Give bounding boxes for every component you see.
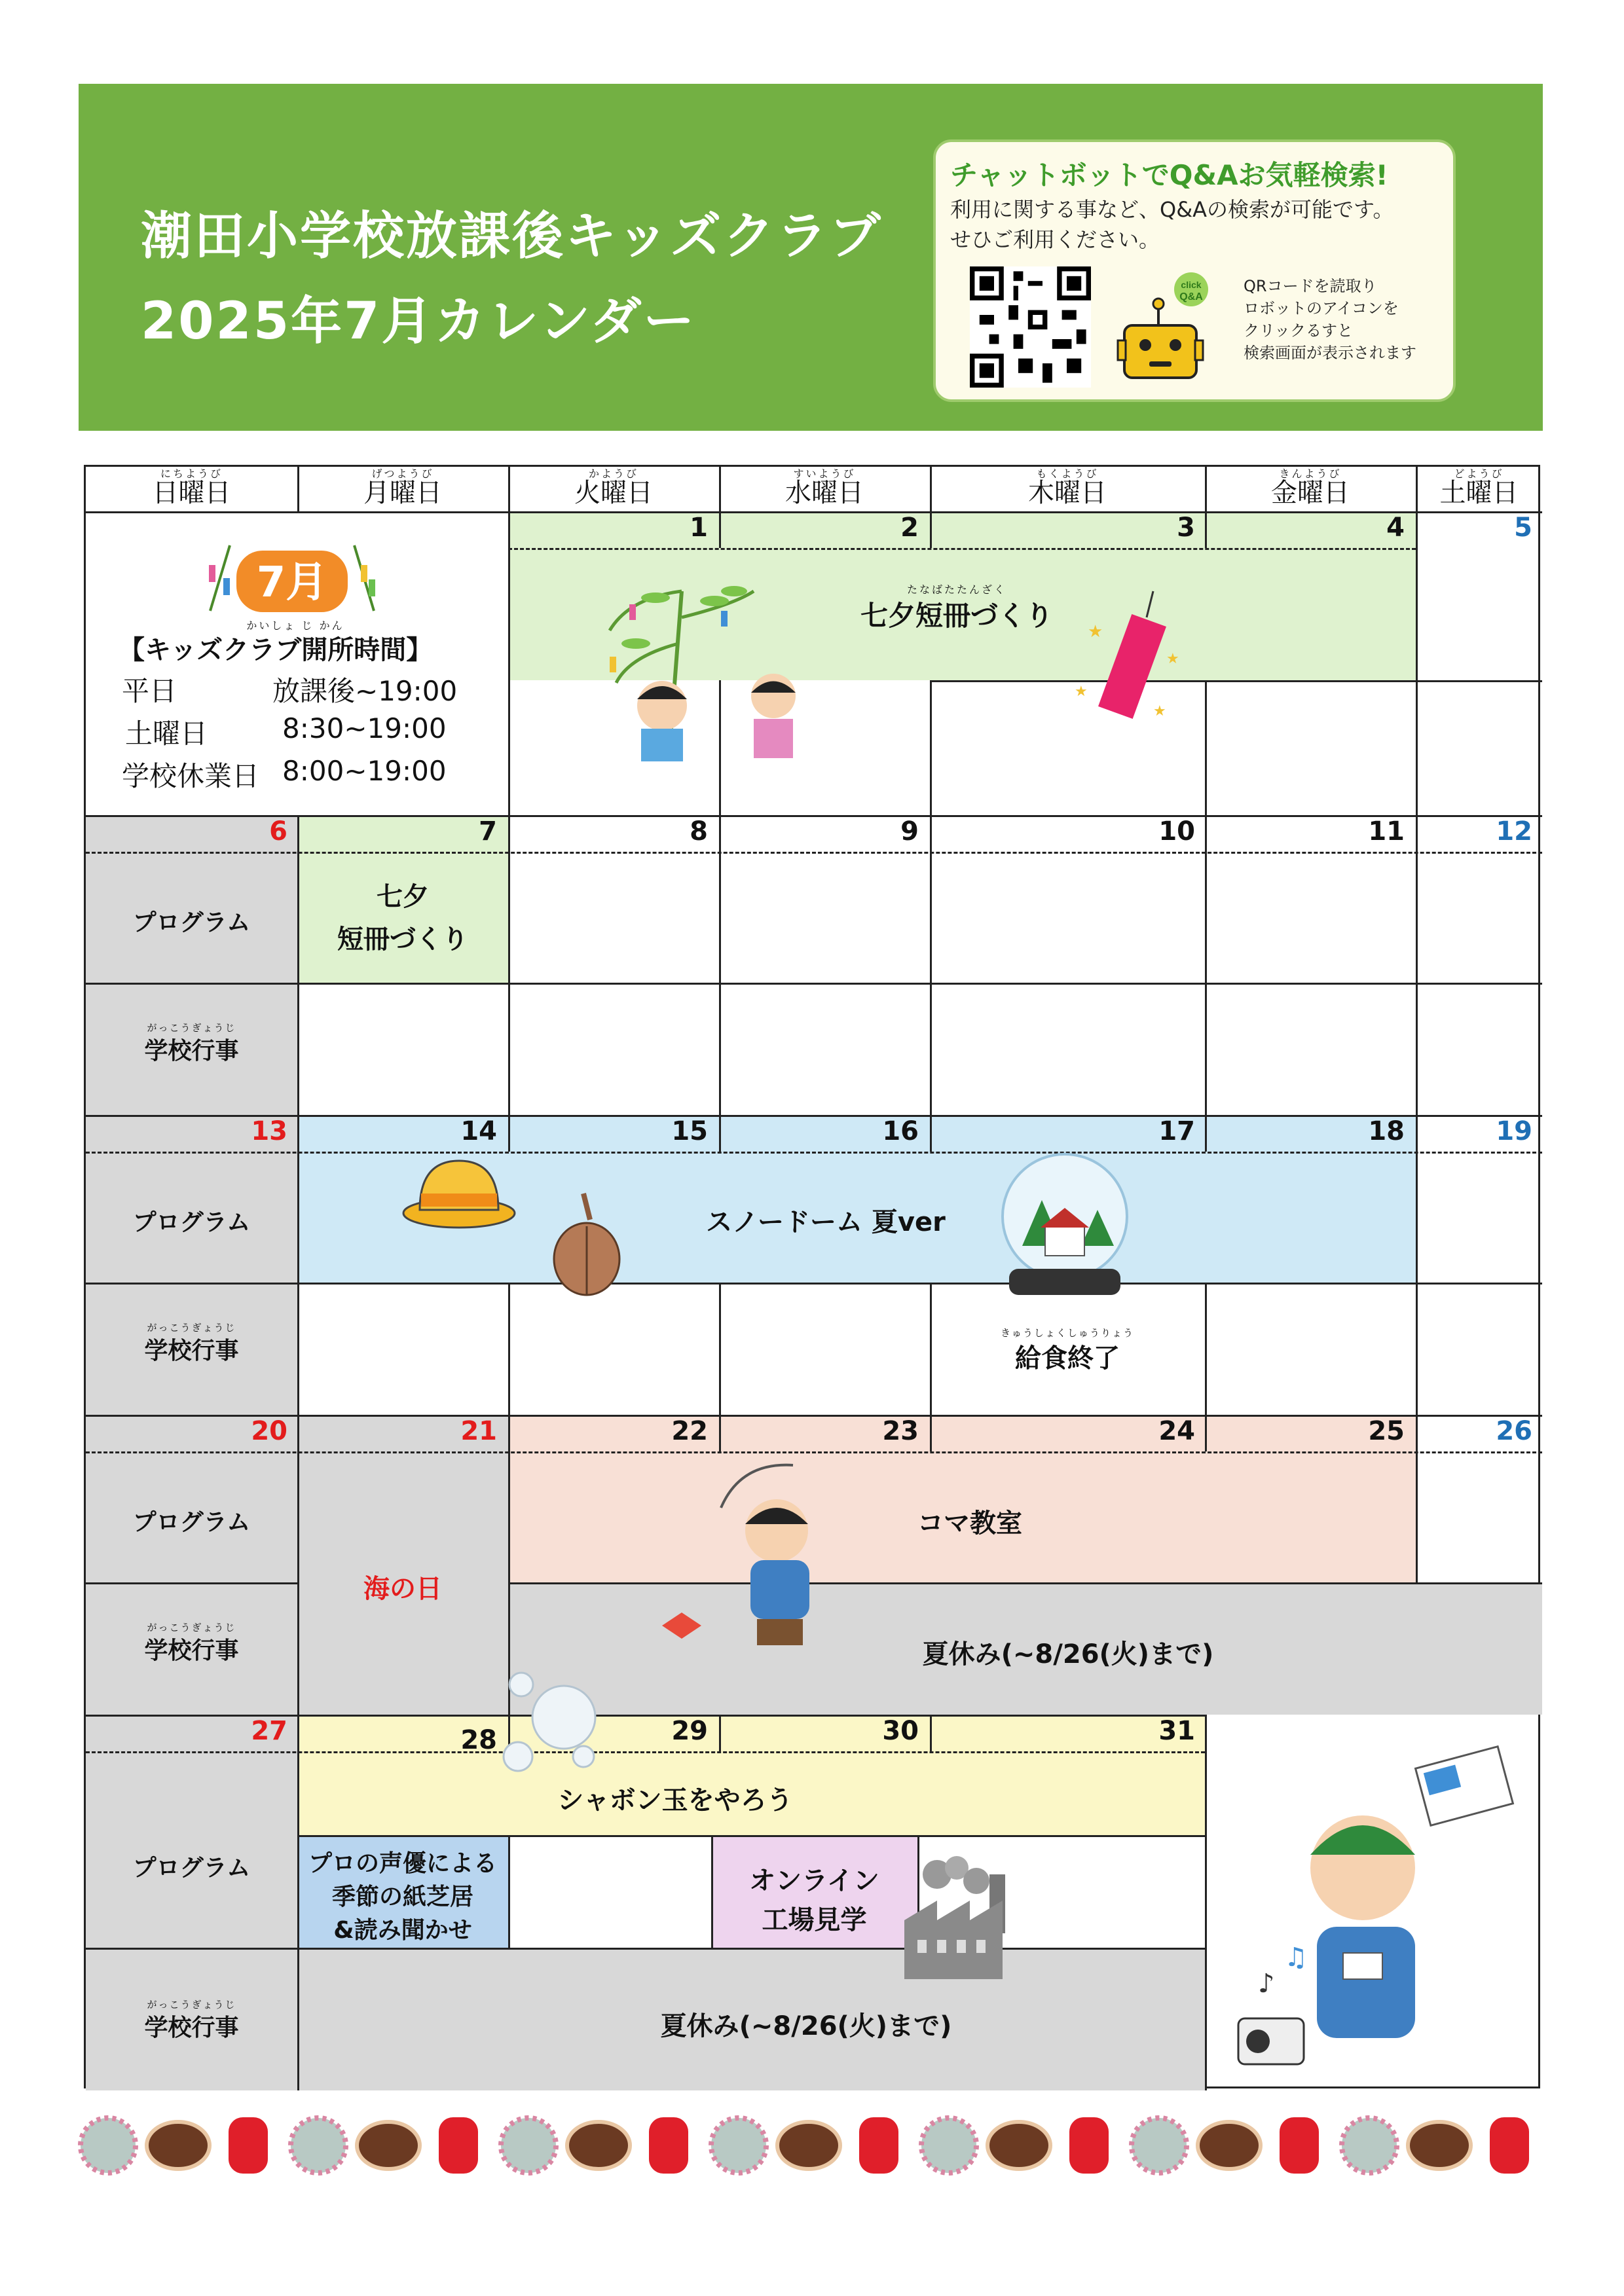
taiko-drum-icon [1408,2122,1471,2169]
grid-line [719,815,721,1115]
chatbot-note-4: 検索画面が表示されます [1244,344,1416,362]
program-snowdome: スノードーム 夏ver [706,1207,946,1237]
holiday-umi-no-hi: 海の日 [363,1574,442,1604]
date-number: 6 [269,816,287,847]
grid-line [86,852,1542,854]
date-number: 4 [1386,513,1405,543]
chatbot-desc-2: せひご利用ください。 [950,227,1160,252]
chatbot-headline: チャットボットでQ&Aお気軽検索! [950,159,1388,191]
soap-bubbles-icon [492,1665,603,1776]
date-number: 14 [460,1116,497,1146]
robot-icon[interactable] [1113,270,1230,388]
svg-text:★: ★ [1075,683,1088,700]
grid-line [297,815,299,1115]
grid-line [86,1948,1205,1950]
row-label-school-ruby: がっこうぎょうじ [147,1322,236,1334]
calendar-grid [84,465,1540,2088]
grid-line [86,983,1542,985]
info-heading: 【キッズクラブ開所時間】 [119,635,433,665]
info-heading-ruby: かいしょ じ かん [246,619,344,632]
grid-line [86,1582,297,1584]
header-banner [79,84,1543,431]
tanzaku-icon [1068,585,1199,729]
program-kamishibai-3: &読み聞かせ [333,1917,472,1944]
chatbot-note-3: クリックるすと [1244,321,1354,340]
row-label-school: 学校行事 [144,1338,239,1364]
grid-line [297,467,299,511]
date-number: 19 [1496,1116,1532,1146]
date-number: 22 [671,1416,708,1446]
date-number: 28 [460,1725,497,1755]
grid-line [86,1751,1205,1753]
date-number: 5 [1514,513,1532,543]
grid-line [508,815,510,1115]
date-number: 20 [251,1416,287,1446]
page-subtitle: 2025年7月カレンダー [141,292,697,351]
grid-line [930,680,1542,682]
chatbot-desc-1: 利用に関する事など、Q&Aの検索が可能です。 [950,197,1394,222]
firework-icon [501,2118,556,2173]
grid-line [297,1115,299,1415]
program-tanabata-line2: 短冊づくり [337,924,468,955]
program-tanabata: 七夕短冊づくり [860,600,1053,632]
lantern-icon [1490,2117,1529,2174]
storyteller-icon [1212,1737,1533,2077]
grid-line [86,1152,1542,1154]
svg-text:♫: ♫ [1284,1942,1308,1973]
tanabata-kids-icon [590,565,839,761]
svg-text:Q&A: Q&A [1179,291,1203,302]
grid-line [86,1283,1542,1285]
weekday-sun: にちようび 日曜日 [152,467,231,508]
taiko-drum-icon [1198,2122,1261,2169]
date-number: 16 [882,1116,919,1146]
grid-line [508,1835,510,1948]
row-label-school-ruby: がっこうぎょうじ [147,1622,236,1633]
hours-saturday-time: 8:30~19:00 [282,712,447,744]
svg-text:★: ★ [1153,703,1166,720]
row-label-program: プログラム [132,1509,251,1536]
taiko-drum-icon [567,2122,630,2169]
program-koma: コマ教室 [917,1508,1022,1539]
firework-icon [1342,2118,1397,2173]
lantern-icon [1280,2117,1319,2174]
firework-icon [921,2118,976,2173]
hours-weekday-label: 平日 [122,675,177,707]
koma-boy-icon [642,1462,878,1671]
taiko-drum-icon [357,2122,420,2169]
date-number: 26 [1496,1416,1532,1446]
row-label-program: プログラム [132,1209,251,1236]
date-number: 18 [1368,1116,1405,1146]
grid-line [508,548,1416,550]
program-factory-1: オンライン [749,1866,879,1896]
event-lunch-end: 給食終了 [1015,1343,1120,1374]
taiko-drum-icon [147,2122,210,2169]
weekday-sat: どようび 土曜日 [1439,467,1519,508]
row-label-school: 学校行事 [144,2014,239,2041]
date-number: 31 [1158,1716,1195,1746]
grid-line [1205,680,1207,815]
date-number: 1 [690,513,708,543]
grid-line [297,1835,1205,1837]
firework-icon [711,2118,766,2173]
grid-line [930,815,932,1115]
row-label-school-ruby: がっこうぎょうじ [147,1999,236,2011]
hours-holiday-label: 学校休業日 [122,760,260,792]
date-number: 21 [460,1416,497,1446]
snow-globe-icon [989,1148,1140,1298]
row-label-school: 学校行事 [144,1038,239,1065]
date-number: 7 [479,816,497,847]
date-number: 2 [900,513,919,543]
weekday-wed: すいようび 水曜日 [785,467,864,508]
row-label-program: プログラム [132,1855,251,1882]
chatbot-panel [933,139,1456,402]
date-number: 3 [1177,513,1195,543]
grid-line [1416,815,1418,1115]
grid-line [1416,1115,1418,1415]
qr-code-icon[interactable] [970,266,1091,388]
date-number: 24 [1158,1416,1195,1446]
lantern-icon [649,2117,688,2174]
row-label-program: プログラム [132,909,251,936]
date-number: 10 [1158,816,1195,847]
event-summer-break: 夏休み(~8/26(火)まで) [922,1639,1214,1669]
weekday-fri: きんようび 金曜日 [1271,467,1350,508]
program-ruby: たなばたたんざく [906,583,1006,596]
weekday-thu: もくようび 木曜日 [1028,467,1107,508]
date-number: 29 [671,1716,708,1746]
svg-text:★: ★ [1166,651,1179,667]
grid-line [297,1415,299,1715]
row-label-school: 学校行事 [144,1637,239,1664]
event-summer-break: 夏休み(~8/26(火)まで) [660,2011,952,2041]
event-ruby: きゅうしょくしゅうりょう [1000,1327,1134,1339]
grid-line [1205,1283,1207,1415]
svg-text:click: click [1181,280,1202,290]
decorative-border [72,2109,1552,2181]
date-number: 15 [671,1116,708,1146]
program-tanabata-line1: 七夕 [377,882,429,912]
lantern-icon [1069,2117,1109,2174]
date-number: 9 [900,816,919,847]
date-number: 11 [1368,816,1405,847]
date-number: 25 [1368,1416,1405,1446]
firework-icon [291,2118,346,2173]
hours-saturday-label: 土曜日 [125,718,208,750]
chatbot-note-1: QRコードを読取り [1244,277,1377,295]
chatbot-note-2: ロボットのアイコンを [1244,299,1399,318]
date-number: 23 [882,1416,919,1446]
july-badge-text: 7月 [256,558,328,607]
weekday-tue: かようび 火曜日 [574,467,653,508]
july-badge-icon [197,539,387,617]
week2-program-fill [297,852,508,983]
firework-icon [81,2118,136,2173]
row-label-school-ruby: がっこうぎょうじ [147,1022,236,1034]
lantern-icon [439,2117,478,2174]
straw-hat-icon [400,1148,518,1239]
hours-holiday-time: 8:00~19:00 [282,755,447,787]
hours-weekday-time: 放課後~19:00 [272,675,458,707]
taiko-drum-icon [777,2122,840,2169]
grid-line [1205,815,1207,1115]
beetle-icon [544,1187,629,1298]
program-kamishibai-1: プロの声優による [308,1850,497,1877]
lantern-icon [859,2117,898,2174]
grid-line [508,1283,510,1415]
page-title: 潮田小学校放課後キッズクラブ [141,207,883,266]
lantern-icon [229,2117,268,2174]
date-number: 17 [1158,1116,1195,1146]
date-number: 12 [1496,816,1532,847]
date-number: 27 [251,1716,287,1746]
grid-line [930,680,932,815]
svg-text:♪: ♪ [1258,1969,1275,1999]
grid-line [719,1283,721,1415]
weekday-mon: げつようび 月曜日 [363,467,442,508]
date-number: 30 [882,1716,919,1746]
grid-line [1205,1715,1207,2090]
svg-text:★: ★ [1088,622,1103,642]
program-kamishibai-2: 季節の紙芝居 [331,1884,473,1910]
taiko-drum-icon [987,2122,1050,2169]
date-number: 8 [690,816,708,847]
grid-line [86,1451,1542,1453]
firework-icon [1132,2118,1187,2173]
date-number: 13 [251,1116,287,1146]
program-shabon: シャボン玉をやろう [557,1785,793,1815]
factory-icon [898,1855,1029,1979]
program-factory-2: 工場見学 [762,1905,867,1935]
